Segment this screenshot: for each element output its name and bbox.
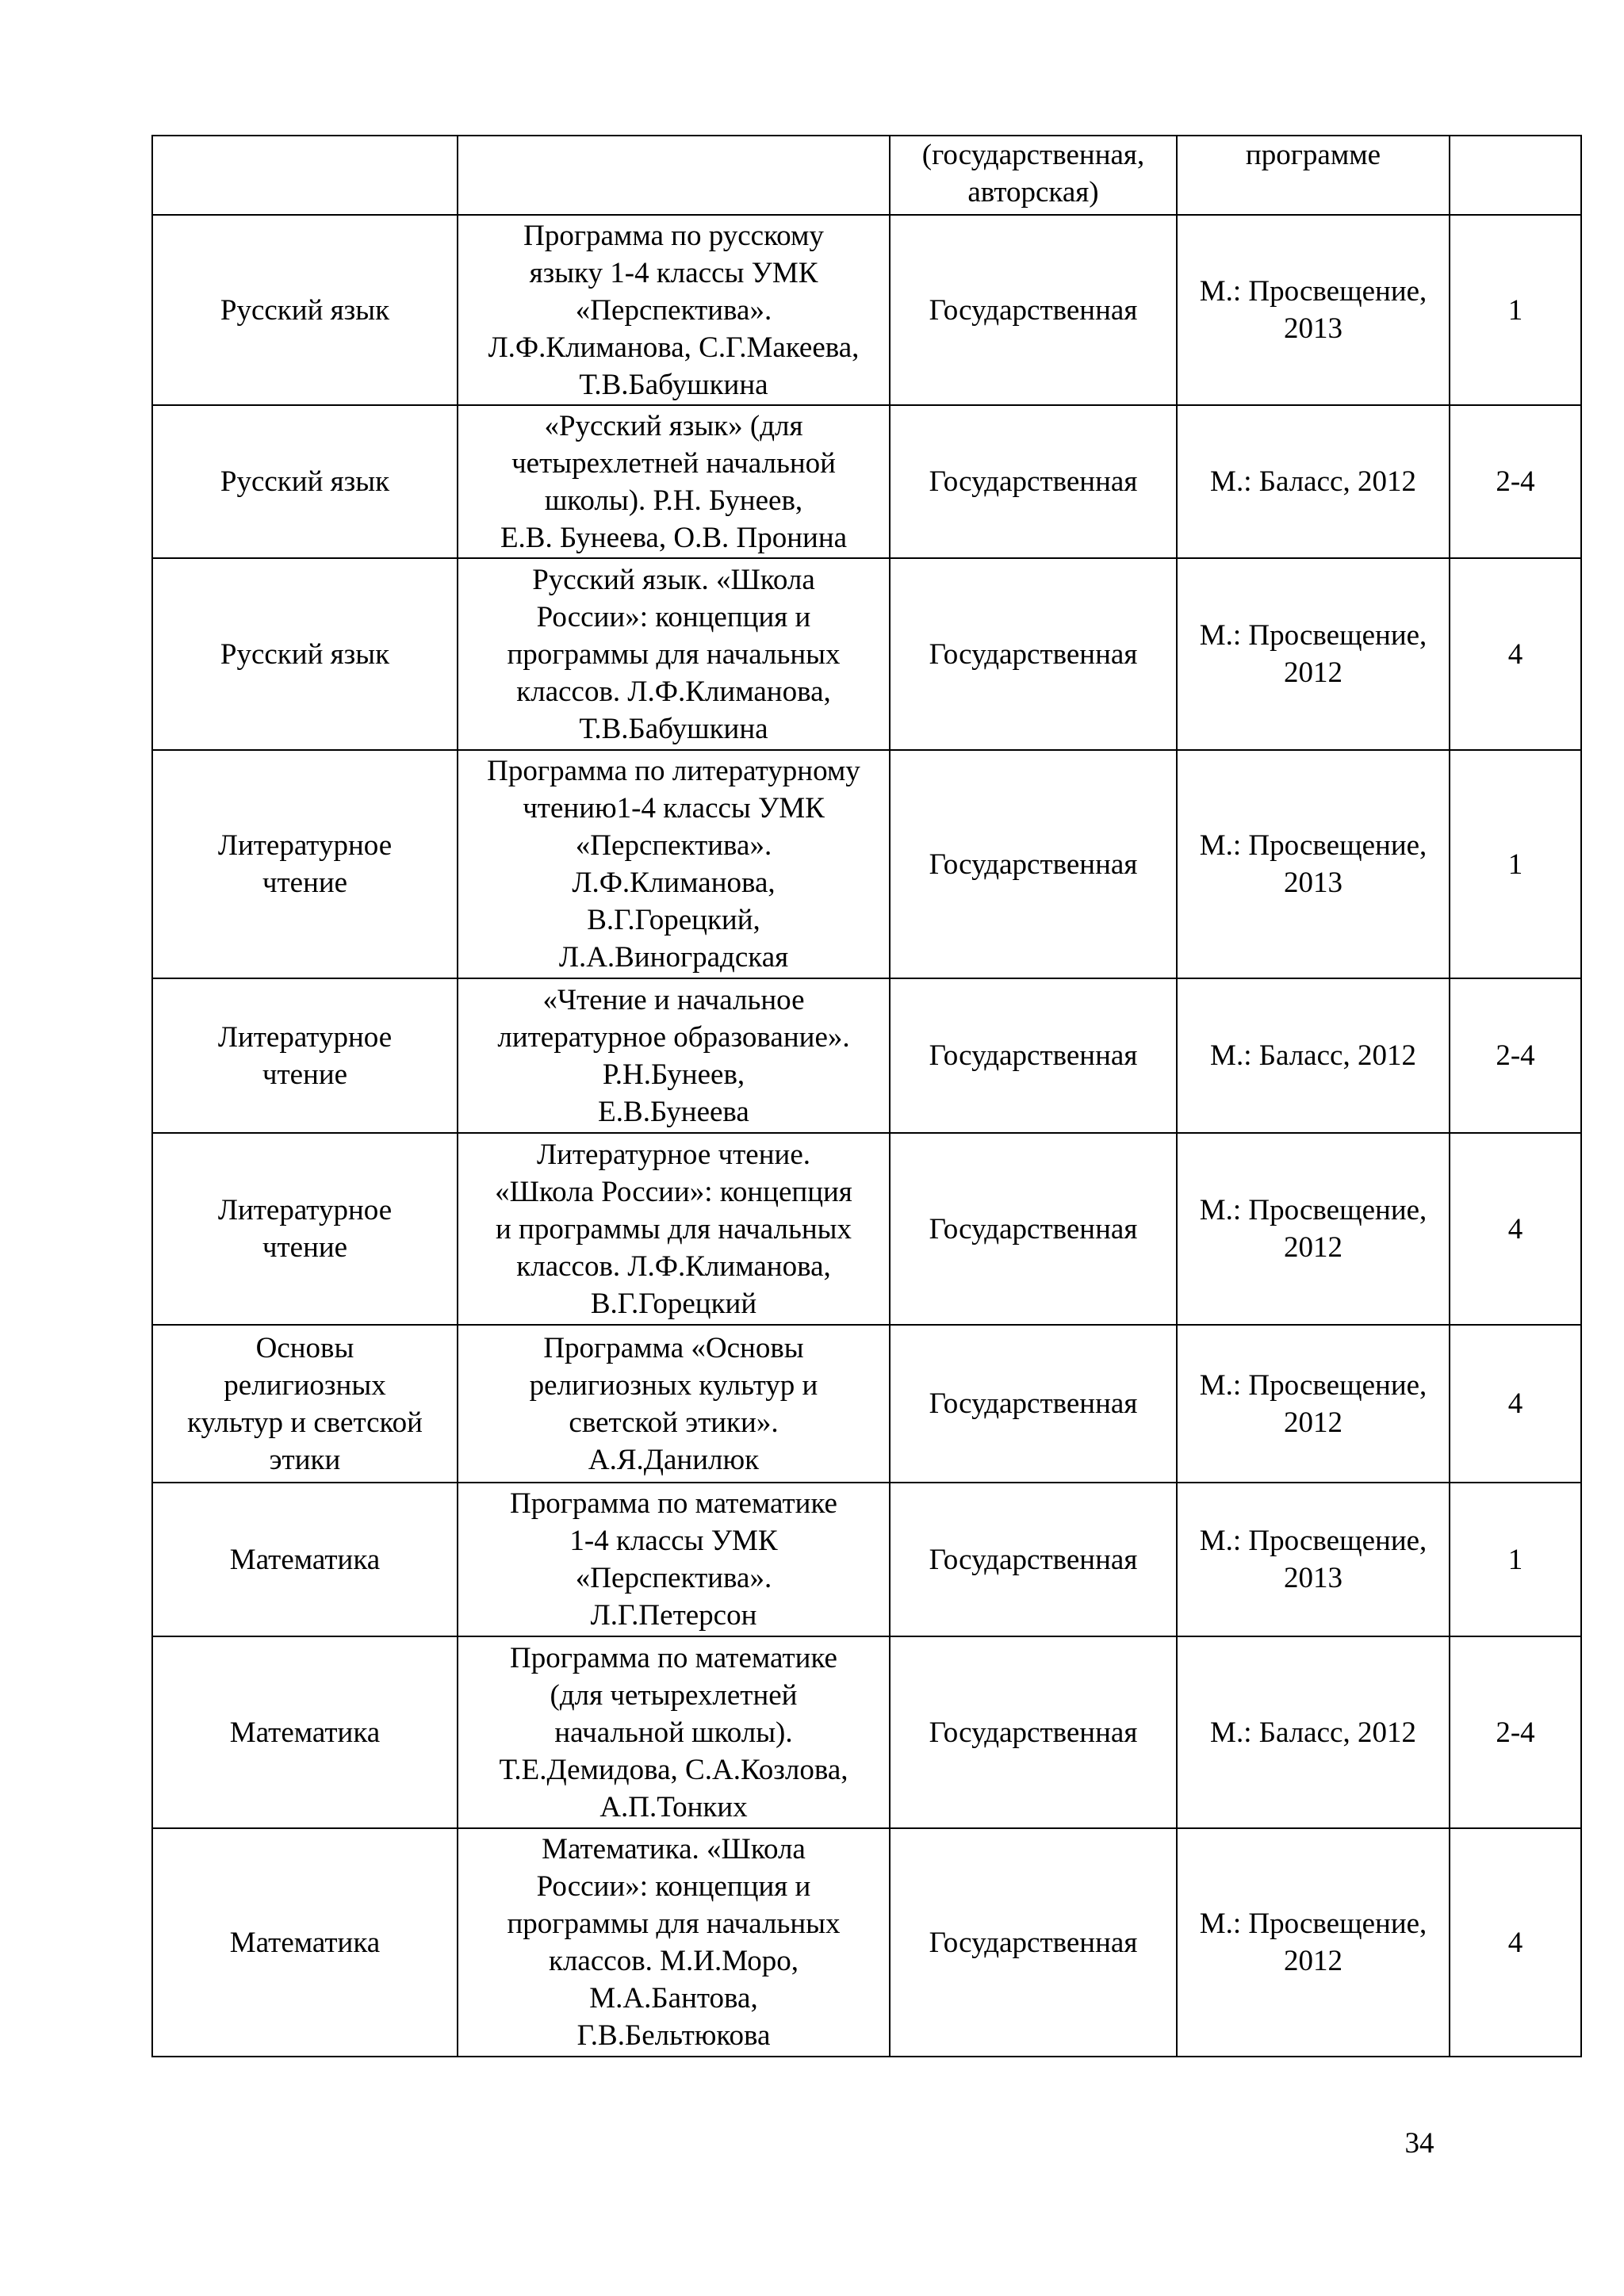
header-cell-subject <box>152 136 458 215</box>
table-row <box>152 558 1581 750</box>
grade-cell: 4 <box>1450 558 1581 750</box>
publisher-cell: М.: Просвещение, 2013 <box>1177 750 1450 978</box>
table-row <box>152 1828 1581 2057</box>
grade-cell: 1 <box>1450 1483 1581 1636</box>
grade-cell: 4 <box>1450 1828 1581 2057</box>
table-row <box>152 405 1581 558</box>
program-cell: «Русский язык» (для четырехлетней начальной школы). Р.Н. Бунеев, Е.В. Бунеева, О.В. Пронина <box>458 405 890 558</box>
publisher-cell: М.: Баласс, 2012 <box>1177 405 1450 558</box>
publisher-cell: М.: Просвещение, 2012 <box>1177 1828 1450 2057</box>
programs-table <box>151 135 1582 2057</box>
subject-cell: Математика <box>152 1636 458 1828</box>
program-cell: Программа «Основы религиозных культур и светской этики». А.Я.Данилюк <box>458 1325 890 1483</box>
subject-cell: Математика <box>152 1828 458 2057</box>
table-row <box>152 215 1581 405</box>
subject-cell: Математика <box>152 1483 458 1636</box>
subject-cell: Литературное чтение <box>152 1133 458 1325</box>
program-type-cell: Государственная <box>890 1133 1177 1325</box>
publisher-cell: М.: Просвещение, 2013 <box>1177 215 1450 405</box>
program-type-cell: Государственная <box>890 978 1177 1133</box>
publisher-cell: М.: Просвещение, 2013 <box>1177 1483 1450 1636</box>
header-cell-type: (государственная, авторская) <box>890 136 1177 215</box>
table-row <box>152 1636 1581 1828</box>
page-number: 34 <box>1404 2127 1434 2160</box>
grade-cell: 4 <box>1450 1325 1581 1483</box>
programs-table-body <box>152 136 1581 2057</box>
publisher-cell: М.: Просвещение, 2012 <box>1177 1133 1450 1325</box>
program-type-cell: Государственная <box>890 558 1177 750</box>
program-type-cell: Государственная <box>890 405 1177 558</box>
program-cell: «Чтение и начальное литературное образование». Р.Н.Бунеев, Е.В.Бунеева <box>458 978 890 1133</box>
program-type-cell: Государственная <box>890 215 1177 405</box>
program-type-cell: Государственная <box>890 1483 1177 1636</box>
table-row <box>152 1133 1581 1325</box>
program-cell: Русский язык. «Школа России»: концепция и программы для начальных классов. Л.Ф.Климанова, Т.В.Бабушкина <box>458 558 890 750</box>
grade-cell: 2-4 <box>1450 1636 1581 1828</box>
program-cell: Математика. «Школа России»: концепция и программы для начальных классов. М.И.Моро, М.А.Бантова, Г.В.Бельтюкова <box>458 1828 890 2057</box>
program-type-cell: Государственная <box>890 750 1177 978</box>
program-cell: Программа по литературному чтению1-4 классы УМК «Перспектива». Л.Ф.Климанова, В.Г.Горецкий, Л.А.Виноградская <box>458 750 890 978</box>
program-cell: Литературное чтение. «Школа России»: концепция и программы для начальных классов. Л.Ф.Климанова, В.Г.Горецкий <box>458 1133 890 1325</box>
subject-cell: Русский язык <box>152 558 458 750</box>
program-type-cell: Государственная <box>890 1325 1177 1483</box>
header-cell-grade <box>1450 136 1581 215</box>
table-row <box>152 1325 1581 1483</box>
table-row <box>152 978 1581 1133</box>
subject-cell: Русский язык <box>152 405 458 558</box>
publisher-cell: М.: Просвещение, 2012 <box>1177 1325 1450 1483</box>
grade-cell: 1 <box>1450 750 1581 978</box>
program-cell: Программа по математике 1-4 классы УМК «Перспектива». Л.Г.Петерсон <box>458 1483 890 1636</box>
grade-cell: 1 <box>1450 215 1581 405</box>
table-header-row <box>152 136 1581 215</box>
program-cell: Программа по русскому языку 1-4 классы УМК «Перспектива». Л.Ф.Климанова, С.Г.Макеева, Т.В.Бабушкина <box>458 215 890 405</box>
publisher-cell: М.: Баласс, 2012 <box>1177 1636 1450 1828</box>
program-type-cell: Государственная <box>890 1636 1177 1828</box>
table-row <box>152 750 1581 978</box>
subject-cell: Русский язык <box>152 215 458 405</box>
header-cell-publisher: программе <box>1177 136 1450 215</box>
grade-cell: 4 <box>1450 1133 1581 1325</box>
publisher-cell: М.: Просвещение, 2012 <box>1177 558 1450 750</box>
table-row <box>152 1483 1581 1636</box>
grade-cell: 2-4 <box>1450 405 1581 558</box>
publisher-cell: М.: Баласс, 2012 <box>1177 978 1450 1133</box>
grade-cell: 2-4 <box>1450 978 1581 1133</box>
program-type-cell: Государственная <box>890 1828 1177 2057</box>
program-cell: Программа по математике (для четырехлетней начальной школы). Т.Е.Демидова, С.А.Козлова, А.П.Тонких <box>458 1636 890 1828</box>
subject-cell: Основы религиозных культур и светской этики <box>152 1325 458 1483</box>
subject-cell: Литературное чтение <box>152 750 458 978</box>
header-cell-program <box>458 136 890 215</box>
subject-cell: Литературное чтение <box>152 978 458 1133</box>
